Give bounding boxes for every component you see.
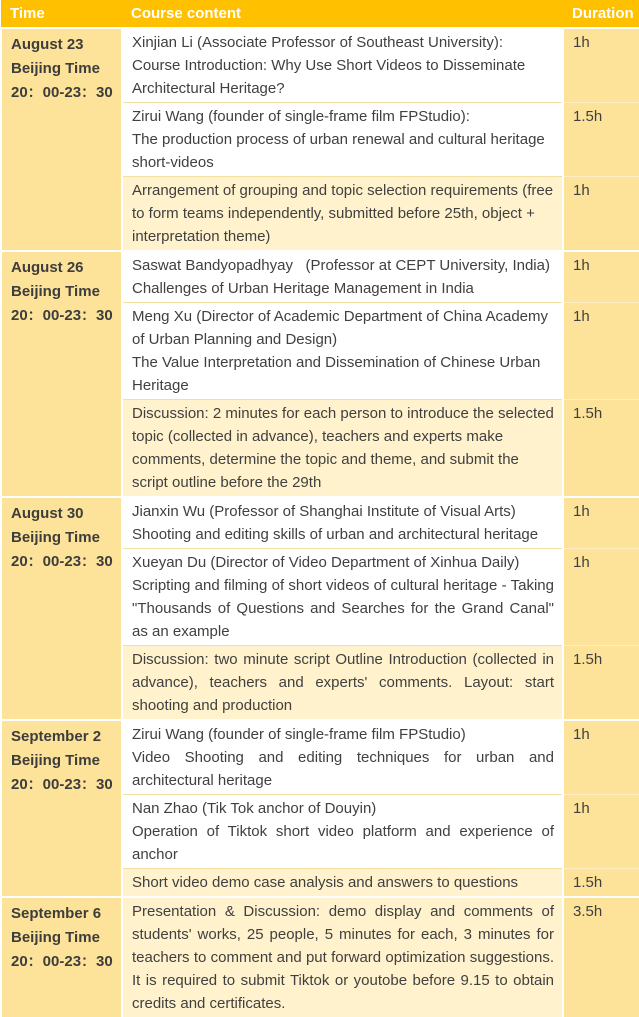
duration-cell: 1h <box>563 28 639 103</box>
time-cell <box>1 28 122 251</box>
content-line: The Value Interpretation and Dissemination of Chinese Urban Heritage <box>132 354 541 394</box>
duration-cell: 1h <box>563 795 639 869</box>
content-line: Challenges of Urban Heritage Management in India <box>132 280 474 297</box>
content-line: Video Shooting and editing techniques for urban and architectural heritage <box>132 749 554 789</box>
time-date: September 6 <box>11 905 102 922</box>
course-content-cell <box>122 646 563 721</box>
time-cell <box>1 497 122 720</box>
content-line: Operation of Tiktok short video platform and experience of anchor <box>132 823 554 863</box>
time-range: 20：00-23：30 <box>11 84 113 101</box>
header-row <box>1 0 639 28</box>
course-content-cell <box>122 497 563 549</box>
time-zone-label: Beijing Time <box>11 60 100 77</box>
duration-cell: 1h <box>563 177 639 252</box>
time-zone-label: Beijing Time <box>11 529 100 546</box>
content-line: Discussion: 2 minutes for each person to introduce the selected topic (collected in advance), teachers and experts make comments, determine the topic and theme, and submit the script outline before the 29th <box>132 405 554 491</box>
content-line: Zirui Wang (founder of single-frame film FPStudio) <box>132 726 466 743</box>
content-line: Saswat Bandyopadhyay (Professor at CEPT University, India) <box>132 257 550 274</box>
content-line: Meng Xu (Director of Academic Department of China Academy of Urban Planning and Design) <box>132 308 549 348</box>
duration-cell: 1.5h <box>563 400 639 498</box>
time-cell <box>1 897 122 1017</box>
time-cell <box>1 720 122 897</box>
content-line: Nan Zhao (Tik Tok anchor of Douyin) <box>132 800 377 817</box>
time-zone-label: Beijing Time <box>11 283 100 300</box>
duration-cell: 1.5h <box>563 646 639 721</box>
time-range: 20：00-23：30 <box>11 553 113 570</box>
content-line: Course Introduction: Why Use Short Videos to Disseminate Architectural Heritage? <box>132 57 526 97</box>
content-line: Arrangement of grouping and topic selection requirements (free to form teams independently, submitted before 25th, object + interpretation theme) <box>132 182 554 245</box>
content-line: Short video demo case analysis and answers to questions <box>132 874 519 891</box>
table-row <box>1 251 639 303</box>
time-cell <box>1 251 122 497</box>
duration-cell: 1.5h <box>563 103 639 177</box>
course-content-cell <box>122 400 563 498</box>
course-content-cell <box>122 869 563 898</box>
course-content-cell <box>122 303 563 400</box>
course-content-cell <box>122 103 563 177</box>
content-line: Scripting and filming of short videos of cultural heritage - Taking "Thousands of Questions and Searches for the Grand Canal" as an example <box>132 577 554 640</box>
content-line: Presentation & Discussion: demo display and comments of students' works, 25 people, 5 minutes for each, 3 minutes for teachers to comment and put forward optimization suggestions. It is required to submit Tiktok or youtobe before 9.15 to obtain credits and certificates. <box>132 903 554 1012</box>
content-line: Zirui Wang (founder of single-frame film FPStudio): <box>132 108 470 125</box>
content-line: Shooting and editing skills of urban and architectural heritage <box>132 526 539 543</box>
course-content-cell <box>122 28 563 103</box>
table-row <box>1 28 639 103</box>
course-content-cell <box>122 549 563 646</box>
course-content-cell <box>122 897 563 1017</box>
header-cell-course-content: Course content <box>122 0 563 28</box>
table-row <box>1 720 639 795</box>
header-cell-duration: Duration <box>563 0 639 28</box>
content-line: Discussion: two minute script Outline Introduction (collected in advance), teachers and experts' comments. Layout: start shooting and production <box>132 651 554 714</box>
course-content-cell <box>122 795 563 869</box>
time-date: September 2 <box>11 728 102 745</box>
duration-cell: 1h <box>563 251 639 303</box>
duration-cell: 1.5h <box>563 869 639 898</box>
duration-cell: 1h <box>563 303 639 400</box>
time-range: 20：00-23：30 <box>11 776 113 793</box>
time-zone-label: Beijing Time <box>11 752 100 769</box>
time-date: August 30 <box>11 505 84 522</box>
content-line: Xinjian Li (Associate Professor of Southeast University): <box>132 34 503 51</box>
course-content-cell <box>122 251 563 303</box>
header-cell-time: Time <box>1 0 122 28</box>
table-row <box>1 897 639 1017</box>
duration-cell: 1h <box>563 497 639 549</box>
schedule-body <box>1 28 639 1017</box>
course-content-cell <box>122 177 563 252</box>
time-date: August 23 <box>11 36 84 53</box>
content-line: Xueyan Du (Director of Video Department of Xinhua Daily) <box>132 554 520 571</box>
duration-cell: 1h <box>563 549 639 646</box>
time-range: 20：00-23：30 <box>11 953 113 970</box>
duration-cell: 1h <box>563 720 639 795</box>
content-line: Jianxin Wu (Professor of Shanghai Institute of Visual Arts) <box>132 503 516 520</box>
time-range: 20：00-23：30 <box>11 307 113 324</box>
course-content-cell <box>122 720 563 795</box>
time-date: August 26 <box>11 259 84 276</box>
duration-cell: 3.5h <box>563 897 639 1017</box>
time-zone-label: Beijing Time <box>11 929 100 946</box>
content-line: The production process of urban renewal and cultural heritage short-videos <box>132 131 545 171</box>
table-row <box>1 497 639 549</box>
table-header <box>1 0 639 28</box>
